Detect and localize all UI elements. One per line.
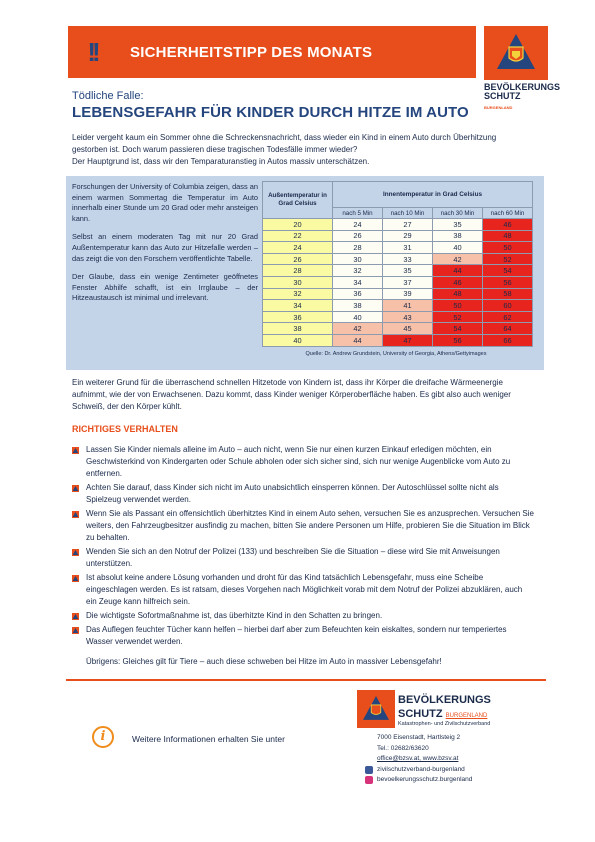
footer-logo-icon bbox=[357, 690, 395, 728]
inside-temp-cell: 58 bbox=[483, 288, 533, 300]
inside-temp-cell: 44 bbox=[433, 265, 483, 277]
contact-block bbox=[357, 733, 537, 786]
inside-temp-cell: 66 bbox=[483, 334, 533, 346]
outside-temp-cell: 20 bbox=[263, 219, 333, 231]
inside-temp-cell: 42 bbox=[333, 323, 383, 335]
page-title: LEBENSGEFAHR FÜR KINDER DURCH HITZE IM AUTO bbox=[72, 104, 469, 121]
inside-temp-cell: 37 bbox=[383, 276, 433, 288]
list-item: Das Auflegen feuchter Tücher kann helfen – hierbei darf aber zum Befeuchten kein eiskaltes, sondern nur temperiertes Wasser verwendet werden. bbox=[72, 624, 534, 648]
outside-temp-cell: 32 bbox=[263, 288, 333, 300]
inside-temp-cell: 60 bbox=[483, 300, 533, 312]
inside-temp-cell: 32 bbox=[333, 265, 383, 277]
inside-temp-cell: 42 bbox=[433, 253, 483, 265]
table-row bbox=[263, 276, 533, 288]
table-row bbox=[263, 300, 533, 312]
instagram-icon bbox=[365, 776, 373, 784]
table-row bbox=[263, 311, 533, 323]
facebook-icon bbox=[365, 766, 373, 774]
footnote: Übrigens: Gleiches gilt für Tiere – auch diese schweben bei Hitze im Auto in massiver Lebensgefahr! bbox=[86, 657, 442, 666]
table-source: Quelle: Dr. Andrew Grundstein, University of Georgia, Athens/Gettyimages bbox=[305, 351, 487, 357]
inside-temp-cell: 35 bbox=[383, 265, 433, 277]
behavior-list bbox=[72, 444, 534, 650]
divider bbox=[66, 679, 546, 681]
list-item: Lassen Sie Kinder niemals alleine im Auto – auch nicht, wenn Sie nur einen kurzen Einkauf erledigen möchten, ein Geschwisterkind von Kindergarten oder Schule abholen oder sich sicher sind, sich nur wenige Augenblicke vom Auto zu entfernen. bbox=[72, 444, 534, 480]
header-banner bbox=[68, 26, 476, 78]
bullet-icon bbox=[72, 485, 79, 492]
inside-temp-cell: 56 bbox=[483, 276, 533, 288]
web-link[interactable]: office@bzsv.at, www.bzsv.at bbox=[377, 755, 459, 762]
outside-temp-cell: 26 bbox=[263, 253, 333, 265]
inside-temp-cell: 30 bbox=[333, 253, 383, 265]
inside-temp-cell: 50 bbox=[483, 242, 533, 254]
inside-temp-cell: 31 bbox=[383, 242, 433, 254]
outside-temp-cell: 34 bbox=[263, 300, 333, 312]
outside-temp-cell: 30 bbox=[263, 276, 333, 288]
inside-temp-cell: 48 bbox=[483, 230, 533, 242]
inside-temp-cell: 64 bbox=[483, 323, 533, 335]
inside-temp-cell: 33 bbox=[383, 253, 433, 265]
list-item: Achten Sie darauf, dass Kinder sich nicht im Auto unabsichtlich einsperren können. Der Autoschlüssel sollte nicht als Spielzeug verwendet werden. bbox=[72, 482, 534, 506]
inside-temp-cell: 54 bbox=[483, 265, 533, 277]
inside-temp-cell: 46 bbox=[483, 219, 533, 231]
bullet-icon bbox=[72, 613, 79, 620]
outside-temp-cell: 28 bbox=[263, 265, 333, 277]
footer-brand-line-1: BEVÖLKERUNGS bbox=[398, 694, 491, 706]
inside-temp-cell: 36 bbox=[333, 288, 383, 300]
outside-temp-cell: 24 bbox=[263, 242, 333, 254]
banner-title: SICHERHEITSTIPP DES MONATS bbox=[130, 43, 373, 61]
kicker: Tödliche Falle: bbox=[72, 90, 144, 102]
inside-temp-cell: 56 bbox=[433, 334, 483, 346]
info-text: Weitere Informationen erhalten Sie unter bbox=[132, 734, 285, 744]
instagram-link[interactable]: bevoelkerungsschutz.burgenland bbox=[357, 775, 537, 786]
body-paragraph: Ein weiterer Grund für die überraschend schnellen Hitzetode von Kindern ist, dass ihr Körper die dreifache Wärmeenergie aufnimmt, wie der von Erwachsenen. Dazu kommt, dass Kinder weniger Körperoberfläche haben. Es gibt also auch weniger Schweiß, der den Körper kühlt. bbox=[72, 378, 511, 411]
inside-temp-cell: 48 bbox=[433, 288, 483, 300]
table-row bbox=[263, 242, 533, 254]
inside-temp-cell: 27 bbox=[383, 219, 433, 231]
table-row bbox=[263, 288, 533, 300]
table-row bbox=[263, 253, 533, 265]
section-title: RICHTIGES VERHALTEN bbox=[72, 424, 178, 434]
inside-temp-cell: 43 bbox=[383, 311, 433, 323]
table-row bbox=[263, 334, 533, 346]
inside-temp-cell: 40 bbox=[333, 311, 383, 323]
outside-temp-cell: 22 bbox=[263, 230, 333, 242]
inside-temp-cell: 54 bbox=[433, 323, 483, 335]
inside-temp-header: Innentemperatur in Grad Celsius bbox=[333, 182, 533, 208]
table-row bbox=[263, 265, 533, 277]
col-header: nach 30 Min bbox=[433, 208, 483, 219]
shield-icon bbox=[484, 26, 548, 80]
warning-icon: !! bbox=[87, 36, 97, 67]
inside-temp-cell: 39 bbox=[383, 288, 433, 300]
research-text: Forschungen der University of Columbia zeigen, dass an einem warmen Sommertag die Temperatur im Auto innerhalb einer Stunde um 20 Grad oder mehr ansteigen kann. Selbst an einem moderaten Tag mit nur 20 Grad Außentemperatur kann das Auto zur Hitzefalle werden – das zeigt die von den Forschern veröffentlichte Tabelle. Der Glaube, dass ein wenige Zentimeter geöffnetes Fenster Abhilfe schafft, ist ein Irrglaube – der Hitzeaustausch ist minimal und irrelevant. bbox=[72, 182, 258, 303]
phone: Tel.: 02682/63620 bbox=[377, 744, 429, 752]
inside-temp-cell: 44 bbox=[333, 334, 383, 346]
inside-temp-cell: 50 bbox=[433, 300, 483, 312]
outside-temp-header: Außentemperatur in Grad Celsius bbox=[263, 182, 333, 219]
research-box bbox=[66, 176, 544, 370]
bullet-icon bbox=[72, 511, 79, 518]
logo-line-1: BEVÖLKERUNGS bbox=[484, 82, 561, 92]
list-item: Ist absolut keine andere Lösung vorhanden und droht für das Kind tatsächlich Lebensgefahr, muss eine Scheibe eingeschlagen werden. Es ist ratsam, dieses Vorgehen nach Möglichkeit vorab mit dem Notruf der Polizei abzuklären, auch ein Zeuge kann hilfreich sein. bbox=[72, 572, 534, 608]
footer-brand-sub: Katastrophen- und Zivilschutzverband bbox=[398, 721, 491, 727]
col-header: nach 10 Min bbox=[383, 208, 433, 219]
bullet-icon bbox=[72, 575, 79, 582]
outside-temp-cell: 36 bbox=[263, 311, 333, 323]
facebook-link[interactable]: zivilschutzverband-burgenland bbox=[357, 765, 537, 776]
inside-temp-cell: 38 bbox=[433, 230, 483, 242]
inside-temp-cell: 52 bbox=[433, 311, 483, 323]
inside-temp-cell: 40 bbox=[433, 242, 483, 254]
inside-temp-cell: 29 bbox=[383, 230, 433, 242]
info-icon: i bbox=[92, 726, 114, 748]
list-item: Wenn Sie als Passant ein offensichtlich überhitztes Kind in einem Auto sehen, versuchen Sie es anzusprechen. Versuchen Sie weiters, den Fahrzeugbesitzer ausfindig zu machen, bitten Sie andere Personen um Hilfe, probieren Sie die Situation im Blick zu behalten. bbox=[72, 508, 534, 544]
inside-temp-cell: 34 bbox=[333, 276, 383, 288]
col-header: nach 5 Min bbox=[333, 208, 383, 219]
list-item: Die wichtigste Sofortmaßnahme ist, das überhitzte Kind in den Schatten zu bringen. bbox=[72, 610, 534, 622]
inside-temp-cell: 47 bbox=[383, 334, 433, 346]
logo-line-2: SCHUTZ BURGENLAND bbox=[484, 91, 521, 110]
temperature-table bbox=[262, 181, 533, 347]
col-header: nach 60 Min bbox=[483, 208, 533, 219]
address: 7000 Eisenstadt, Hartlsteig 2 bbox=[377, 734, 461, 741]
inside-temp-cell: 62 bbox=[483, 311, 533, 323]
inside-temp-cell: 24 bbox=[333, 219, 383, 231]
list-item: Wenden Sie sich an den Notruf der Polizei (133) und beschreiben Sie die Situation – diese wird Sie mit Anweisungen unterstützen. bbox=[72, 546, 534, 570]
bullet-icon bbox=[72, 447, 79, 454]
table-row bbox=[263, 323, 533, 335]
bullet-icon bbox=[72, 549, 79, 556]
inside-temp-cell: 41 bbox=[383, 300, 433, 312]
outside-temp-cell: 40 bbox=[263, 334, 333, 346]
inside-temp-cell: 45 bbox=[383, 323, 433, 335]
bullet-icon bbox=[72, 627, 79, 634]
table-row bbox=[263, 230, 533, 242]
brand-logo bbox=[484, 26, 561, 110]
inside-temp-cell: 46 bbox=[433, 276, 483, 288]
footer-brand-line-2: SCHUTZ BURGENLAND bbox=[398, 708, 488, 720]
inside-temp-cell: 26 bbox=[333, 230, 383, 242]
temperature-table-body bbox=[263, 219, 533, 347]
inside-temp-cell: 52 bbox=[483, 253, 533, 265]
outside-temp-cell: 38 bbox=[263, 323, 333, 335]
inside-temp-cell: 28 bbox=[333, 242, 383, 254]
table-row bbox=[263, 219, 533, 231]
inside-temp-cell: 38 bbox=[333, 300, 383, 312]
intro-text: Leider vergeht kaum ein Sommer ohne die Schreckensnachricht, dass wieder ein Kind in einem Auto durch Überhitzung gestorben ist. Doch warum passieren diese tragischen Todesfälle immer wieder? Der Hauptgrund ist, dass wir den Temparaturanstieg in Autos massiv unterschätzen. bbox=[72, 133, 497, 166]
inside-temp-cell: 35 bbox=[433, 219, 483, 231]
